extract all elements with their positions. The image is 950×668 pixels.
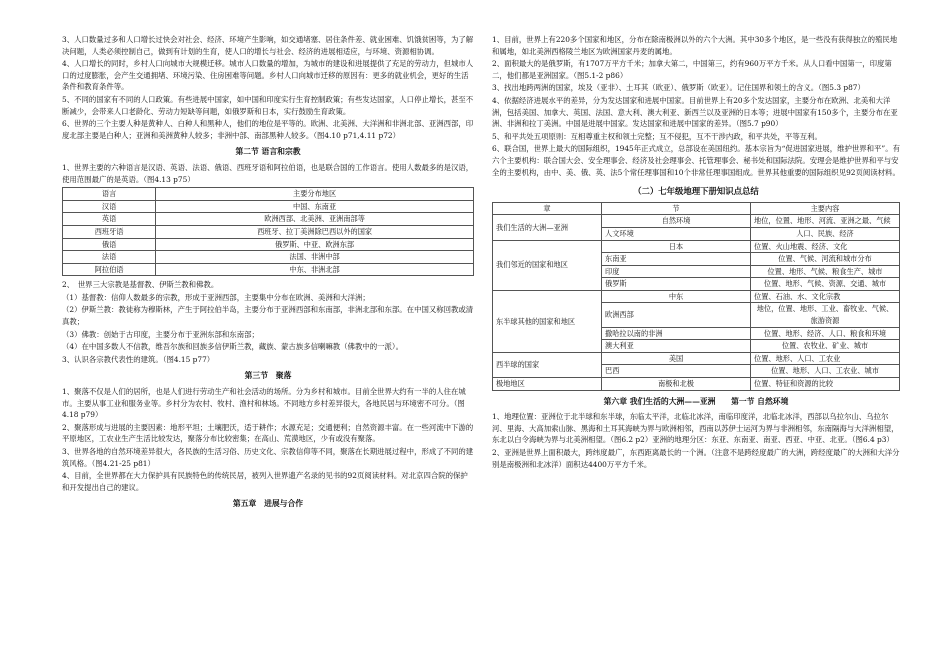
language-table [62,187,474,276]
table-cell: 西半球的国家 [493,352,602,377]
table-row [63,213,474,226]
table-cell: 法国、非洲中部 [156,251,474,264]
table-cell: 东南亚 [602,253,751,266]
table-cell: 撒哈拉以南的非洲 [602,327,751,340]
table-cell: 日本 [602,240,751,253]
paragraph: （4）在中国多数人不信教，维吾尔族和回族多信伊斯兰教，藏族、蒙古族多信喇嘛教（佛教中的一派）。 [62,342,403,352]
paragraph: 4、依据经济进展水平的差异，分为发达国家和进展中国家。目前世界上有20多个发达国家，主要分布在欧洲、北美和大洋洲，包括美国、加拿大、英国、法国、意大利、澳大利亚、新西兰以及亚洲的日本等；进展中国家有150多个，主要分布在亚洲、非洲和拉丁美洲。中国是进展中国家。发达国家和进展中国家的差异。（图5.7 p90） [492,95,898,129]
chapter-heading: 第六章 我们生活的大洲——亚洲 第一节 自然环境 [603,396,789,406]
paragraph: 3、认识各宗教代表性的建筑。（图4.15 p77） [62,354,215,364]
paragraph: 2、聚落形成与进展的主要因素：地形平坦；土壤肥沃，适于耕作；水源充足；交通便利；自然资源丰富。在一些河流中下游的平原地区，工农业生产生活比较发达，聚落分布比较密集；在高山、荒漠地区，少有或没有聚落。 [62,422,474,444]
paragraph: 1、聚落不仅是人们的居所，也是人们进行劳动生产和社会活动的场所。分为乡村和城市。目前全世界大约有一半的人住在城市。主要从事工业和服务业等。乡村分为农村、牧村、渔村和林场。不同地方乡村差异很大，各地民居与环境密不可分。（图4.18 p79） [62,387,466,420]
table-cell: 东半球其他的国家和地区 [493,290,602,352]
table-row [63,225,474,238]
table-cell: 极地地区 [493,378,602,391]
table-row [63,251,474,264]
table-cell: 位置、地形、气候、资源、交通、城市 [751,278,900,291]
table-cell: 印度 [602,265,751,278]
table-cell: 人口、民族、经济 [751,227,900,240]
table-cell: 位置、气候、河流和城市分布 [751,253,900,266]
table-cell: 人文环境 [602,227,751,240]
table-cell: 俄罗斯、中亚、欧洲东部 [156,238,474,251]
table-cell: 汉语 [63,200,156,213]
right-column [492,34,900,471]
table-cell: 位置、特征和资源的比较 [751,378,900,391]
table-cell: 巴西 [602,365,751,378]
paragraph: 6、联合国，世界上最大的国际组织，1945年正式成立，总部设在美国纽约。基本宗旨为“促进国家进展，维护世界和平”。有六个主要机构：联合国大会、安全理事会、经济及社会理事会、托管理事会、秘书处和国际法院。安理会是维护世界和平与安全的主要机构，由中、美、俄、英、法5个常任理事国和10个非常任理事国组成。世界其他重要的国际组织见92页阅读材料。 [492,144,900,177]
table-cell: 地位，位置、地形、河流、亚洲之最、气候 [751,215,900,228]
table-row [493,240,900,253]
table-cell: 西班牙、拉丁美洲除巴西以外的国家 [156,225,474,238]
paragraph: 6、世界的三个主要人种是黄种人、白种人和黑种人，他们的地位是平等的。欧洲、北美洲、大洋洲和非洲北部、亚洲西部，印度北部主要是白种人；亚洲和美洲黄种人较多；非洲中部、南部黑种人较多。（图4.10 p71,4.11 p72） [62,119,474,140]
paragraph: （2）伊斯兰教：教徒称为穆斯林，产生于阿拉伯半岛，主要分布于亚洲西部和东南部，非洲北部和东部。在中国又称回教或清真教； [62,305,474,327]
paragraph: 2、 世界三大宗教是基督教、伊斯兰教和佛教。 [62,280,219,290]
table-cell: 俄罗斯 [602,278,751,291]
paragraph: 4、人口增长的同时，乡村人口向城市大规模迁移。城市人口数量的增加，为城市的建设和进展提供了充足的劳动力，但城市人口的过度膨胀，会产生交通拥堵、环境污染、住房困难等问题。乡村人口向城市迁移的原因有：更多的就业机会，更好的生活条件和教育条件等。 [62,59,474,92]
table-cell: 欧洲西部 [602,303,751,327]
table-cell: 位置、地形、气候、粮食生产、城市 [751,265,900,278]
table-header-cell: 节 [602,202,751,215]
summary-title: （二）七年级地理下册知识点总结 [633,186,759,197]
table-cell: 澳大利亚 [602,340,751,353]
table-cell: 地位，位置、地形、工业、畜牧业、气候、旅游资源 [751,303,900,327]
table-cell: 我们邻近的国家和地区 [493,240,602,290]
section-heading: 第三节 聚落 [244,371,292,381]
table-cell: 位置、地形、人口、工农业、城市 [751,365,900,378]
paragraph: 5、和平共处五项原则：互相尊重主权和领土完整；互不侵犯，互不干涉内政，和平共处，平等互利。 [492,131,822,141]
paragraph: 5、不同的国家有不同的人口政策。有些进展中国家，如中国和印度实行生育控制政策；有些发达国家，人口停止增长，甚至不断减少，会带来人口老龄化、劳动力短缺等问题，如俄罗斯和日本，实行鼓励生育政策。 [62,94,474,116]
table-cell: 法语 [63,251,156,264]
table-cell: 中东、非洲北部 [156,263,474,276]
left-column [62,34,474,514]
table-cell: 自然环境 [602,215,751,228]
table-cell: 西班牙语 [63,225,156,238]
paragraph: 3、人口数量过多和人口增长过快会对社会、经济、环境产生影响，如交通堵塞、居住条件差、就业困难、饥饿贫困等，为了解决问题，人类必须控制自己，做到有计划的生育，使人口的增长与社会、经济的进展相适应，与环境、资源相协调。 [62,35,474,56]
table-row [493,352,900,365]
table-header-cell: 语言 [63,188,156,201]
table-cell: 俄语 [63,238,156,251]
table-cell: 位置、石油、水、文化宗教 [751,290,900,303]
section-heading: 第二节 语言和宗教 [235,147,301,157]
paragraph: 3、世界各地的自然环境差异很大，各民族的生活习俗、历史文化、宗教信仰等不同，聚落在长期进展过程中，形成了不同的建筑风格。（图4.21-25 p81） [62,447,474,468]
table-row [493,215,900,228]
summary-table [492,202,900,391]
table-row [63,200,474,213]
paragraph: （1）基督教：信仰人数最多的宗教，形成于亚洲西部，主要集中分布在欧洲、美洲和大洋洲； [62,292,370,302]
chapter-heading: 第五章 进展与合作 [232,499,304,509]
paragraph: 3、找出地跨两洲的国家，埃及（亚非）、土耳其（欧亚）、俄罗斯（欧亚）。记住国界和领土的含义。（图5.3 p87） [492,83,865,93]
table-header-cell: 章 [493,202,602,215]
paragraph: 1、地理位置：亚洲位于北半球和东半球，东临太平洋，北临北冰洋，南临印度洋，北临北冰洋，西部以乌拉尔山、乌拉尔河、里海、大高加索山脉、黑海和土耳其海峡为界与欧洲相邻，西南以苏伊士运河为界与非洲相邻，东南隔海与大洋洲相望，东北以白令海峡为界与北美洲相望。（图6.2 p2）亚洲的地理分区：东亚、东南亚、南亚、西亚、中亚、北亚。（图6.4 p3） [492,412,899,445]
table-cell: 中国、东南亚 [156,200,474,213]
paragraph: 1、世界主要的六种语言是汉语、英语、法语、俄语、西班牙语和阿拉伯语，也是联合国的工作语言。使用人数最多的是汉语，使用范围最广的是英语。（图4.13 p75） [62,162,474,184]
table-header-cell: 主要内容 [751,202,900,215]
table-cell: 位置、农牧业、矿业、城市 [751,340,900,353]
table-cell: 中东 [602,290,751,303]
table-row [63,263,474,276]
table-cell: 位置、火山地震、经济、文化 [751,240,900,253]
table-cell: 位置、地形、人口、工农业 [751,352,900,365]
table-row [493,378,900,391]
table-cell: 位置、地形、经济、人口、粮食和环境 [751,327,900,340]
table-cell: 欧洲西部、北美洲、亚洲南部等 [156,213,474,226]
table-header-cell: 主要分布地区 [156,188,474,201]
table-row [63,238,474,251]
table-cell: 我们生活的大洲—亚洲 [493,215,602,240]
table-row [493,290,900,303]
table-cell: 英语 [63,213,156,226]
paragraph: 2、亚洲是世界上面积最大，跨纬度最广，东西距离最长的一个洲。（注意不是跨经度最广的大洲，跨经度最广的大洲和大洋分别是南极洲和北冰洋）面积达4400万平方千米。 [492,448,900,469]
table-cell: 美国 [602,352,751,365]
paragraph: 4、目前，全世界都在大力保护具有民族特色的传统民居，被列入世界遗产名录的见书的92页阅读材料。对北京四合院的保护和开发提出自己的建议。 [62,471,468,492]
paragraph: 2、面积最大的是俄罗斯，有1707万平方千米；加拿大第二，中国第三，约有960万平方千米。从人口看中国第一，印度第二，他们都是亚洲国家。（图5.1-2 p86） [492,59,892,80]
table-cell: 南极和北极 [602,378,751,391]
paragraph: 1、目前，世界上有220多个国家和地区，分布在除南极洲以外的六个大洲。其中30多个地区，是一些没有获得独立的殖民地和属地，如北美洲西格陵兰地区为欧洲国家丹麦的属地。 [492,35,898,56]
table-cell: 阿拉伯语 [63,263,156,276]
paragraph: （3）佛教：创始于古印度，主要分布于亚洲东部和东南部； [62,329,259,339]
